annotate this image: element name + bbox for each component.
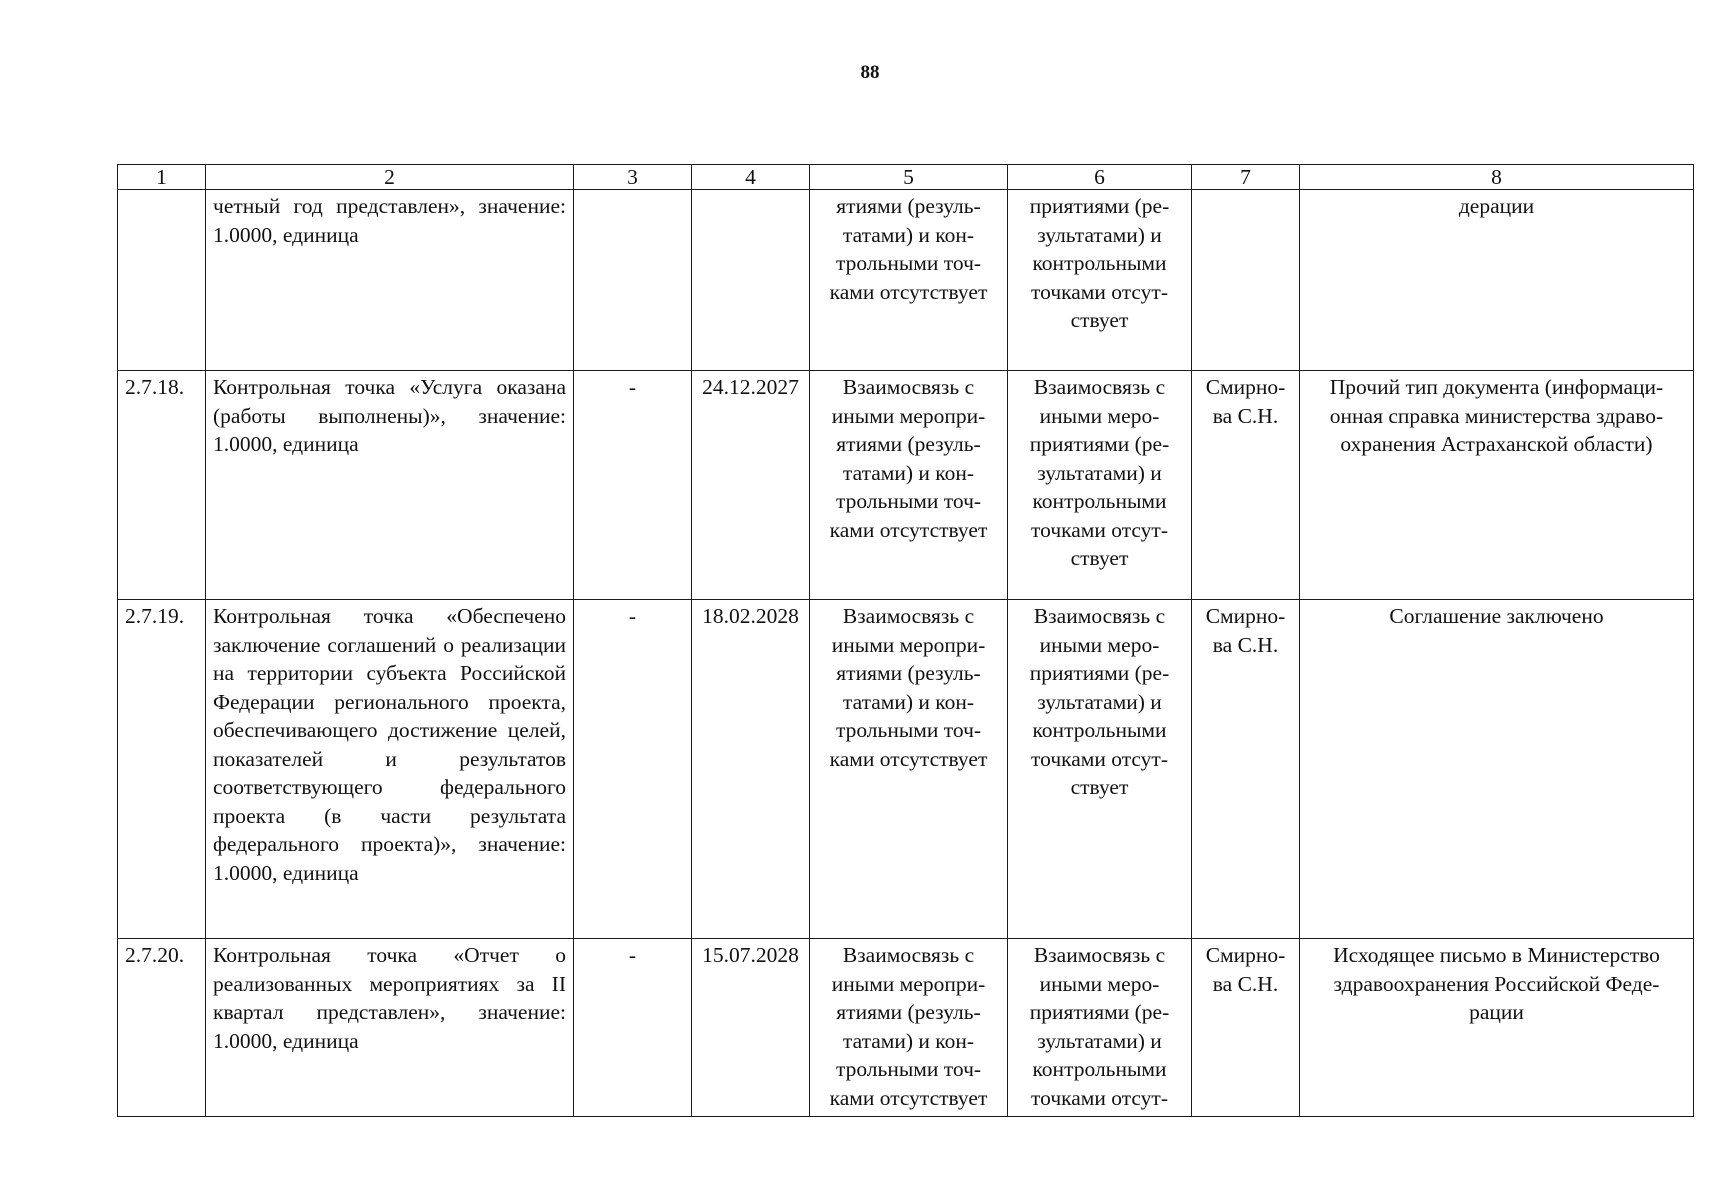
control-points-table <box>117 164 1694 1117</box>
cell-document: дерации <box>1300 190 1694 371</box>
cell-responsible: Смирно- ва С.Н. <box>1192 371 1300 600</box>
cell-relation-events: Взаимосвязь с иными меропри- ятиями (резуль- татами) и кон- трольными точ- ками отсутствует <box>810 939 1008 1117</box>
cell-col3: - <box>574 939 692 1117</box>
column-header-5: 5 <box>810 165 1008 190</box>
cell-description: четный год представлен», значение: 1.0000, единица <box>206 190 574 371</box>
column-header-6: 6 <box>1008 165 1192 190</box>
cell-date: 24.12.2027 <box>692 371 810 600</box>
cell-relation-results: Взаимосвязь с иными меро- приятиями (ре- зультатами) и контрольными точками отсут- ствует <box>1008 600 1192 939</box>
cell-date <box>692 190 810 371</box>
column-header-2: 2 <box>206 165 574 190</box>
cell-responsible: Смирно- ва С.Н. <box>1192 939 1300 1117</box>
cell-description: Контрольная точка «Отчет о реализованных мероприятиях за II квартал представлен», значение: 1.0000, единица <box>206 939 574 1117</box>
cell-responsible: Смирно- ва С.Н. <box>1192 600 1300 939</box>
cell-relation-events: Взаимосвязь с иными меропри- ятиями (резуль- татами) и кон- трольными точ- ками отсутствует <box>810 371 1008 600</box>
cell-document: Прочий тип документа (информаци- онная справка министерства здраво- охранения Астраханской области) <box>1300 371 1694 600</box>
cell-document: Соглашение заключено <box>1300 600 1694 939</box>
header-row <box>118 165 1694 190</box>
column-header-8: 8 <box>1300 165 1694 190</box>
cell-responsible <box>1192 190 1300 371</box>
cell-col3: - <box>574 371 692 600</box>
table-row <box>118 371 1694 600</box>
cell-col3: - <box>574 600 692 939</box>
cell-date: 15.07.2028 <box>692 939 810 1117</box>
table-row <box>118 939 1694 1117</box>
cell-relation-events: ятиями (резуль- татами) и кон- трольными точ- ками отсутствует <box>810 190 1008 371</box>
cell-number: 2.7.18. <box>118 371 206 600</box>
cell-number: 2.7.20. <box>118 939 206 1117</box>
page-number: 88 <box>860 62 880 83</box>
cell-description: Контрольная точка «Обеспечено заключение соглашений о реализации на территории субъекта Российской Федерации регионального проекта, обеспечивающего достижение целей, показателей и результатов соответствующего федерального проекта (в части результата федерального проекта)», значение: 1.0000, единица <box>206 600 574 939</box>
continuation-row <box>118 190 1694 371</box>
cell-relation-results: приятиями (ре- зультатами) и контрольными точками отсут- ствует <box>1008 190 1192 371</box>
cell-document: Исходящее письмо в Министерство здравоохранения Российской Феде- рации <box>1300 939 1694 1117</box>
cell-relation-results: Взаимосвязь с иными меро- приятиями (ре- зультатами) и контрольными точками отсут- <box>1008 939 1192 1117</box>
cell-col3 <box>574 190 692 371</box>
cell-relation-results: Взаимосвязь с иными меро- приятиями (ре- зультатами) и контрольными точками отсут- ствует <box>1008 371 1192 600</box>
cell-description: Контрольная точка «Услуга оказана (работы выполнены)», значение: 1.0000, единица <box>206 371 574 600</box>
column-header-1: 1 <box>118 165 206 190</box>
column-header-3: 3 <box>574 165 692 190</box>
cell-date: 18.02.2028 <box>692 600 810 939</box>
cell-number <box>118 190 206 371</box>
cell-relation-events: Взаимосвязь с иными меропри- ятиями (резуль- татами) и кон- трольными точ- ками отсутствует <box>810 600 1008 939</box>
cell-number: 2.7.19. <box>118 600 206 939</box>
column-header-4: 4 <box>692 165 810 190</box>
table-row <box>118 600 1694 939</box>
column-header-7: 7 <box>1192 165 1300 190</box>
